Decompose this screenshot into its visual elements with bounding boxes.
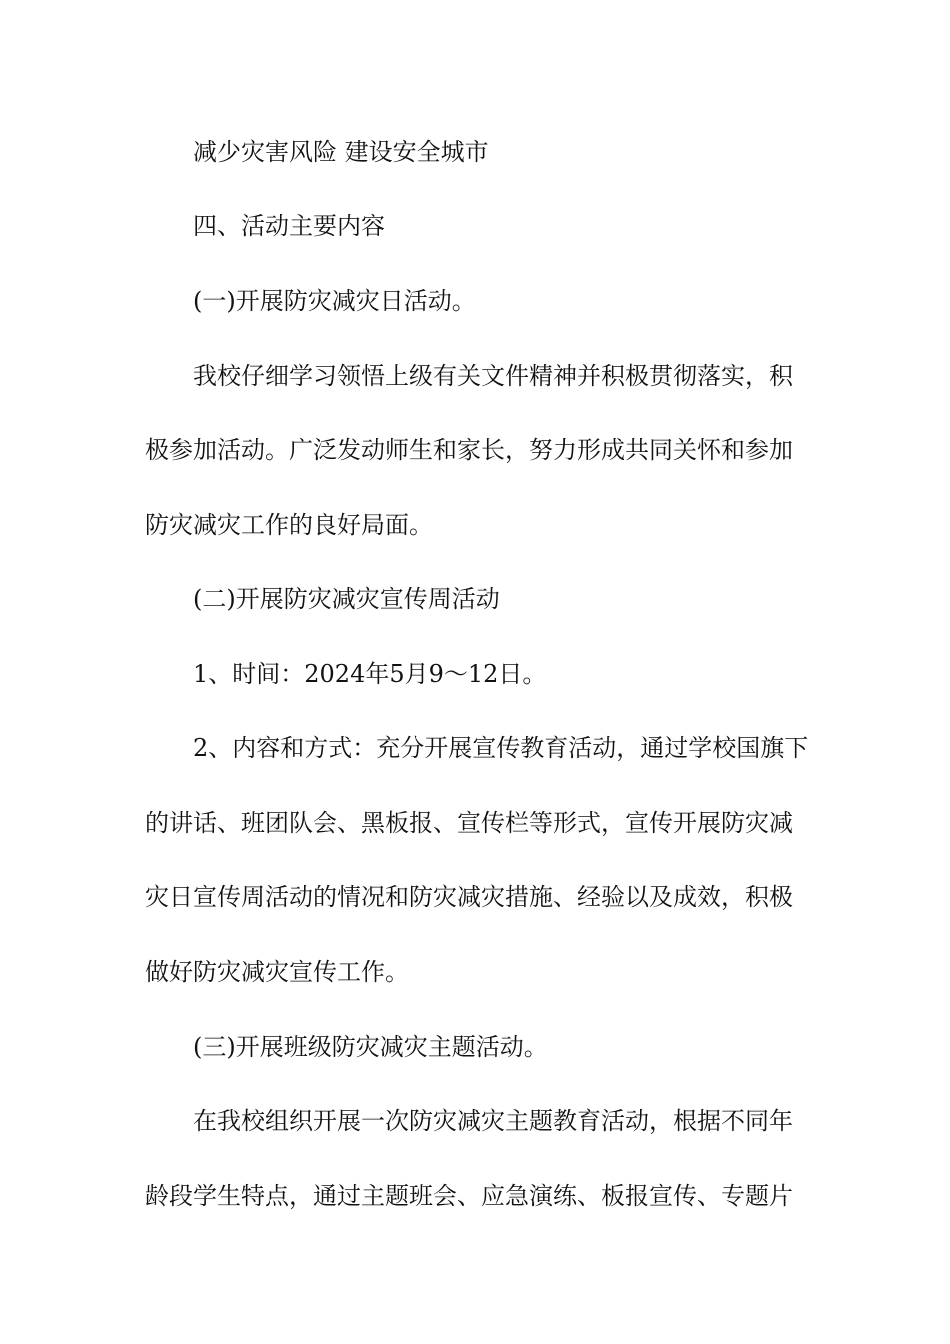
section-heading: 四、活动主要内容 bbox=[193, 212, 385, 240]
item-content-line-1: 2、内容和方式：充分开展宣传教育活动，通过学校国旗下 bbox=[193, 734, 809, 762]
paragraph-1-line-2: 极参加活动。广泛发动师生和家长，努力形成共同关怀和参加 bbox=[145, 436, 793, 464]
item-time: 1、时间：2024年5月9～12日。 bbox=[193, 660, 547, 688]
subsection-heading-1: (一)开展防灾减灾日活动。 bbox=[193, 287, 476, 315]
item-content-line-4: 做好防灾减灾宣传工作。 bbox=[145, 958, 409, 986]
subsection-heading-3: (三)开展班级防灾减灾主题活动。 bbox=[193, 1033, 548, 1061]
slogan-line: 减少灾害风险 建设安全城市 bbox=[193, 138, 489, 166]
paragraph-3-line-2: 龄段学生特点，通过主题班会、应急演练、板报宣传、专题片 bbox=[145, 1182, 793, 1210]
subsection-heading-2: (二)开展防灾减灾宣传周活动 bbox=[193, 585, 500, 613]
item-content-line-2: 的讲话、班团队会、黑板报、宣传栏等形式，宣传开展防灾减 bbox=[145, 809, 793, 837]
paragraph-1-line-3: 防灾减灾工作的良好局面。 bbox=[145, 511, 433, 539]
item-content-line-3: 灾日宣传周活动的情况和防灾减灾措施、经验以及成效，积极 bbox=[145, 883, 793, 911]
paragraph-1-line-1: 我校仔细学习领悟上级有关文件精神并积极贯彻落实，积 bbox=[193, 362, 793, 390]
paragraph-3-line-1: 在我校组织开展一次防灾减灾主题教育活动，根据不同年 bbox=[193, 1107, 793, 1135]
